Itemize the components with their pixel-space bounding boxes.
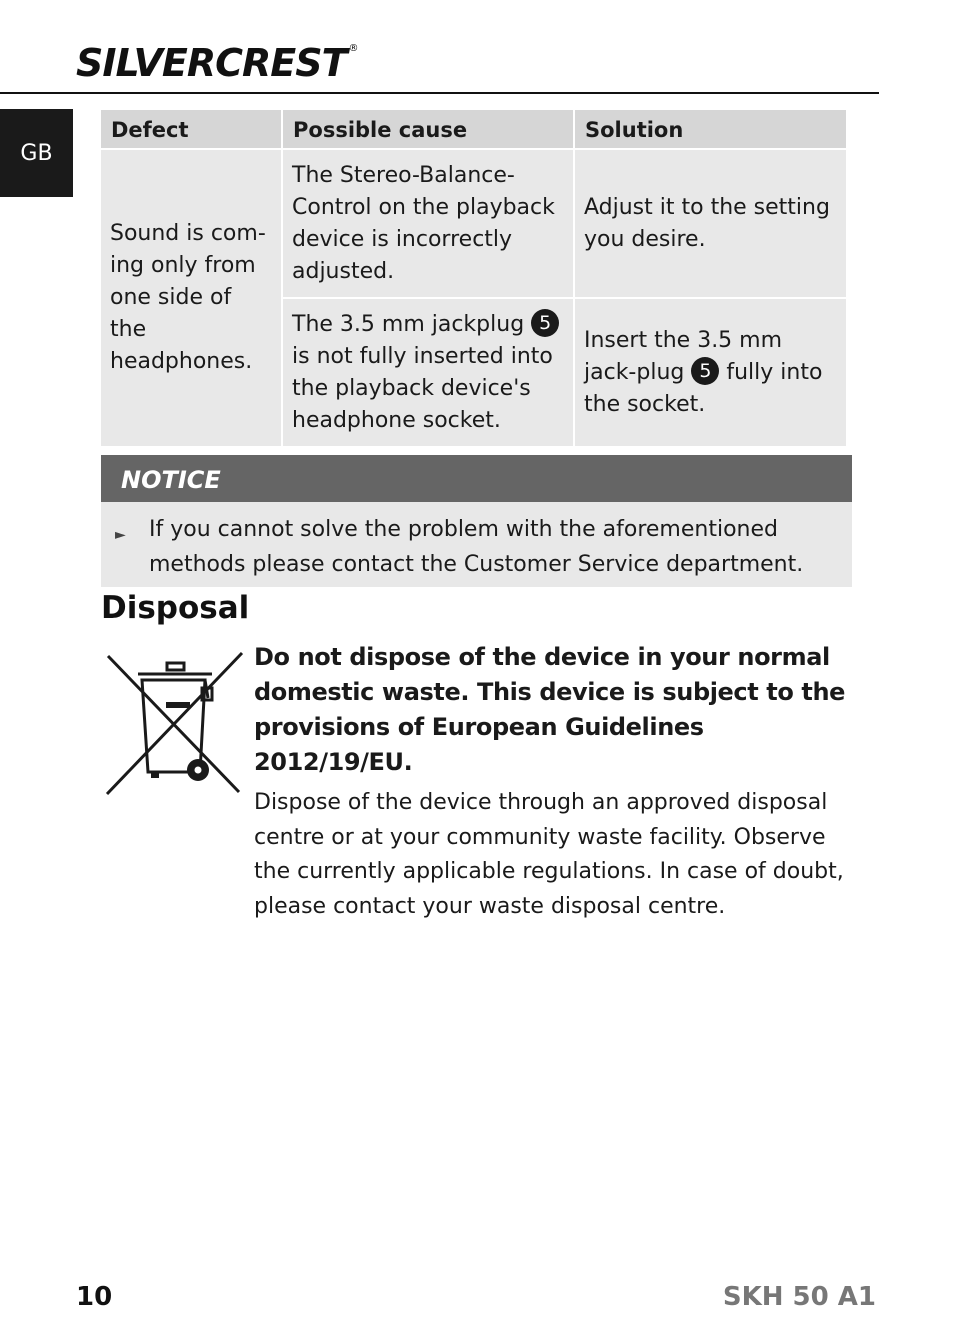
crossed-out-wheelie-bin-icon — [104, 650, 246, 798]
header-defect: Defect — [101, 110, 281, 148]
cause-cell: The 3.5 mm jackplug 5 is not fully inserted into the playback device's headphone socket. — [283, 299, 573, 446]
model-number: SKH 50 A1 — [722, 1282, 876, 1312]
defect-cell: Sound is com-ing only from one side of the headphones. — [101, 150, 281, 446]
notice-title: NOTICE — [101, 455, 852, 502]
brand-logo: SILVERCREST ® — [76, 41, 358, 85]
troubleshooting-table — [99, 108, 848, 448]
disposal-text — [254, 640, 854, 924]
part-number-badge: 5 — [691, 357, 719, 385]
disposal-warning: Do not dispose of the device in your normal domestic waste. This device is subject to the provisions of European Guidelines 2012/19/EU. — [254, 643, 846, 776]
page-number: 10 — [76, 1282, 113, 1312]
header-solution: Solution — [575, 110, 846, 148]
notice-body — [101, 502, 852, 582]
header-rule — [0, 92, 879, 94]
notice-text: If you cannot solve the problem with the aforementioned methods please contact the Customer Service department. — [149, 517, 804, 577]
section-title-disposal: Disposal — [101, 590, 250, 626]
header-possible-cause: Possible cause — [283, 110, 573, 148]
disposal-body: Dispose of the device through an approved disposal centre or at your community waste facility. Observe the currently applicable regulations. In case of doubt, please contact your waste disposal centre. — [254, 790, 844, 919]
bullet-arrow-icon: ► — [115, 527, 126, 543]
solution-cell: Adjust it to the setting you desire. — [575, 150, 846, 297]
table-row — [101, 150, 846, 297]
part-number-badge: 5 — [531, 309, 559, 337]
cause-cell: The Stereo-Balance-Control on the playback device is incorrectly adjusted. — [283, 150, 573, 297]
notice-box — [101, 455, 852, 587]
language-tab: GB — [0, 109, 73, 197]
solution-cell: Insert the 3.5 mm jack-plug 5 fully into the socket. — [575, 299, 846, 446]
